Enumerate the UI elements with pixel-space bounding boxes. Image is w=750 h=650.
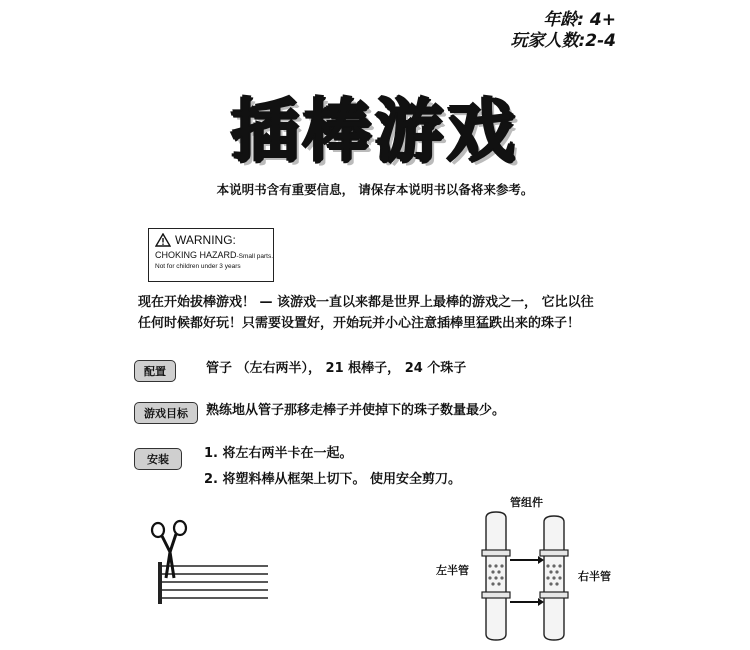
choking-warning-box bbox=[148, 228, 274, 282]
install-step-2: 2. 将塑料棒从框架上切下。 使用安全剪刀。 bbox=[204, 472, 462, 487]
intro-paragraph bbox=[138, 292, 618, 334]
players-label: 玩家人数:2-4 bbox=[510, 31, 616, 51]
warning-triangle-icon bbox=[155, 233, 171, 247]
choking-hazard-line bbox=[155, 250, 273, 260]
setup-tag: 配置 bbox=[134, 360, 176, 382]
left-half-tube bbox=[482, 512, 510, 640]
install-tag: 安装 bbox=[134, 448, 182, 470]
setup-text: 管子 （左右两半）， 21 根棒子， 24 个珠子 bbox=[206, 361, 467, 376]
intro-line-2: 任何时候都好玩！只需要设置好，开始玩并小心注意插棒里猛跌出来的珠子！ bbox=[138, 316, 581, 331]
tube-assembly-diagram bbox=[472, 508, 592, 648]
subtitle: 本说明书含有重要信息， 请保存本说明书以备将来参考。 bbox=[216, 182, 534, 197]
choking-hazard-text: CHOKING HAZARD bbox=[155, 250, 237, 260]
goal-text: 熟练地从管子那移走棒子并使掉下的珠子数量最少。 bbox=[206, 403, 506, 418]
install-step-1: 1. 将左右两半卡在一起。 bbox=[204, 446, 353, 461]
scissors-icon bbox=[152, 521, 186, 578]
small-parts-text: -Small parts. bbox=[236, 253, 273, 260]
right-half-tube bbox=[540, 516, 568, 640]
age-restriction-text: Not for children under 3 years bbox=[155, 263, 241, 270]
tube-assembly-label: 管组件 bbox=[510, 496, 543, 509]
goal-tag: 游戏目标 bbox=[134, 402, 198, 424]
age-label: 年龄: 4+ bbox=[543, 10, 616, 30]
warning-header bbox=[155, 233, 273, 247]
page-title: 插棒游戏 bbox=[230, 93, 519, 172]
arrow-right-icon bbox=[510, 556, 544, 606]
plastic-stick-frame bbox=[158, 562, 268, 604]
age-players-info bbox=[510, 10, 616, 52]
right-half-tube-label: 右半管 bbox=[578, 570, 611, 583]
scissors-cutting-illustration bbox=[148, 518, 268, 608]
intro-line-1: 现在开始拔棒游戏！ — 该游戏一直以来都是世界上最棒的游戏之一， 它比以往 bbox=[138, 295, 594, 310]
left-half-tube-label: 左半管 bbox=[436, 564, 469, 577]
warning-heading: WARNING: bbox=[175, 233, 236, 247]
